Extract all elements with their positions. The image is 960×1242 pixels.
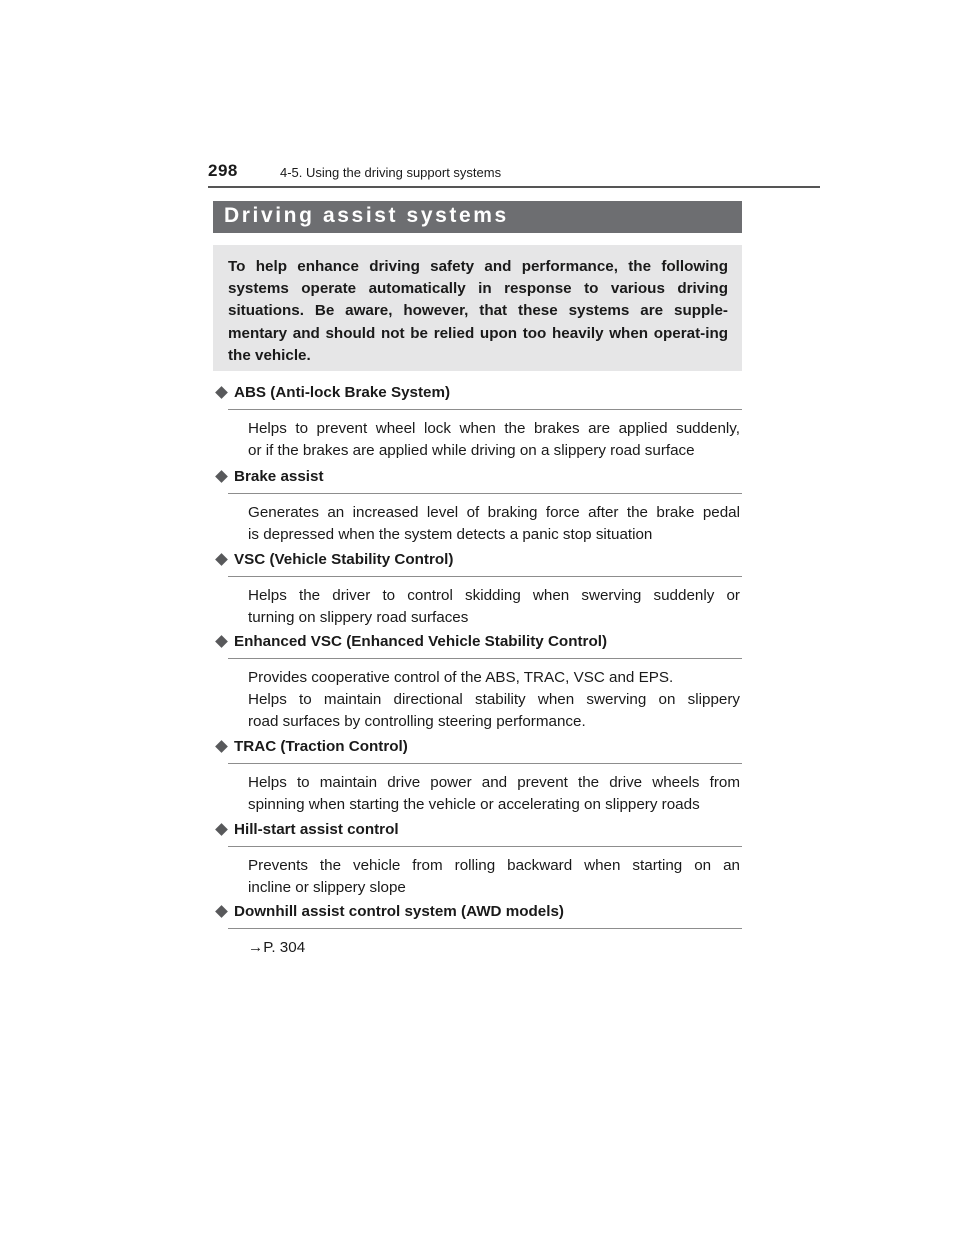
feature-heading [228,550,742,577]
feature-description [248,585,740,629]
page-number: 298 [208,161,238,180]
feature-description-line: road surfaces by controlling steering performance. [248,713,586,731]
feature-downhill-assist [213,902,742,959]
diamond-bullet-icon [215,740,228,753]
feature-description-line: Helps the driver to control skidding when swerving suddenly or [248,587,740,604]
intro-text: To help enhance driving safety and performance, the following systems operate automatically in response to various driving situations. Be aware, however, that these systems are supple-mentary and should not be relied upon too heavily when operat-ing the vehicle. [228,258,728,364]
feature-description-line: or if the brakes are applied while driving on a slippery road surface [248,442,695,460]
feature-heading [228,820,742,847]
feature-description-line: spinning when starting the vehicle or accelerating on slippery roads [248,796,700,814]
feature-heading [228,383,742,410]
feature-enhanced-vsc [213,632,742,734]
diamond-bullet-icon [215,635,228,648]
page-header [208,158,820,188]
diamond-bullet-icon [215,823,228,836]
feature-heading [228,632,742,659]
feature-title: Brake assist [234,468,324,485]
diamond-bullet-icon [215,905,228,918]
page-title: Driving assist systems [224,204,509,227]
feature-description-line: Provides cooperative control of the ABS, TRAC, VSC and EPS. [248,669,674,686]
feature-title: TRAC (Traction Control) [234,738,408,755]
feature-description [248,502,740,546]
page-reference-link[interactable]: →P. 304 [248,939,306,956]
feature-description-line: is depressed when the system detects a panic stop situation [248,526,653,544]
diamond-bullet-icon [215,386,228,399]
feature-description-line: turning on slippery road surfaces [248,609,469,627]
feature-hill-start-assist [213,820,742,899]
feature-heading [228,902,742,929]
title-bar [213,201,742,233]
feature-description [248,667,740,734]
feature-description-line: Helps to maintain directional stability when swerving on slippery [248,691,740,709]
feature-vsc [213,550,742,629]
feature-heading [228,467,742,494]
diamond-bullet-icon [215,470,228,483]
feature-title: Downhill assist control system (AWD models) [234,903,564,920]
feature-description [248,855,740,899]
feature-brake-assist [213,467,742,546]
feature-title: VSC (Vehicle Stability Control) [234,551,454,568]
feature-description-line: Helps to prevent wheel lock when the brakes are applied suddenly, [248,420,740,437]
feature-description [248,418,740,462]
intro-box [213,245,742,371]
feature-description-line: Generates an increased level of braking force after the brake pedal [248,504,740,521]
feature-title: Enhanced VSC (Enhanced Vehicle Stability Control) [234,633,608,650]
feature-description-line: incline or slippery slope [248,879,406,897]
feature-description [248,937,740,959]
header-divider [208,186,820,188]
feature-title: ABS (Anti-lock Brake System) [234,384,451,401]
feature-description-line: Prevents the vehicle from rolling backward when starting on an [248,857,740,874]
feature-description [248,772,740,816]
feature-trac [213,737,742,816]
diamond-bullet-icon [215,553,228,566]
feature-description-line: Helps to maintain drive power and prevent the drive wheels from [248,774,740,791]
feature-heading [228,737,742,764]
feature-title: Hill-start assist control [234,821,399,838]
feature-abs [213,383,742,462]
section-label: 4-5. Using the driving support systems [280,165,502,180]
